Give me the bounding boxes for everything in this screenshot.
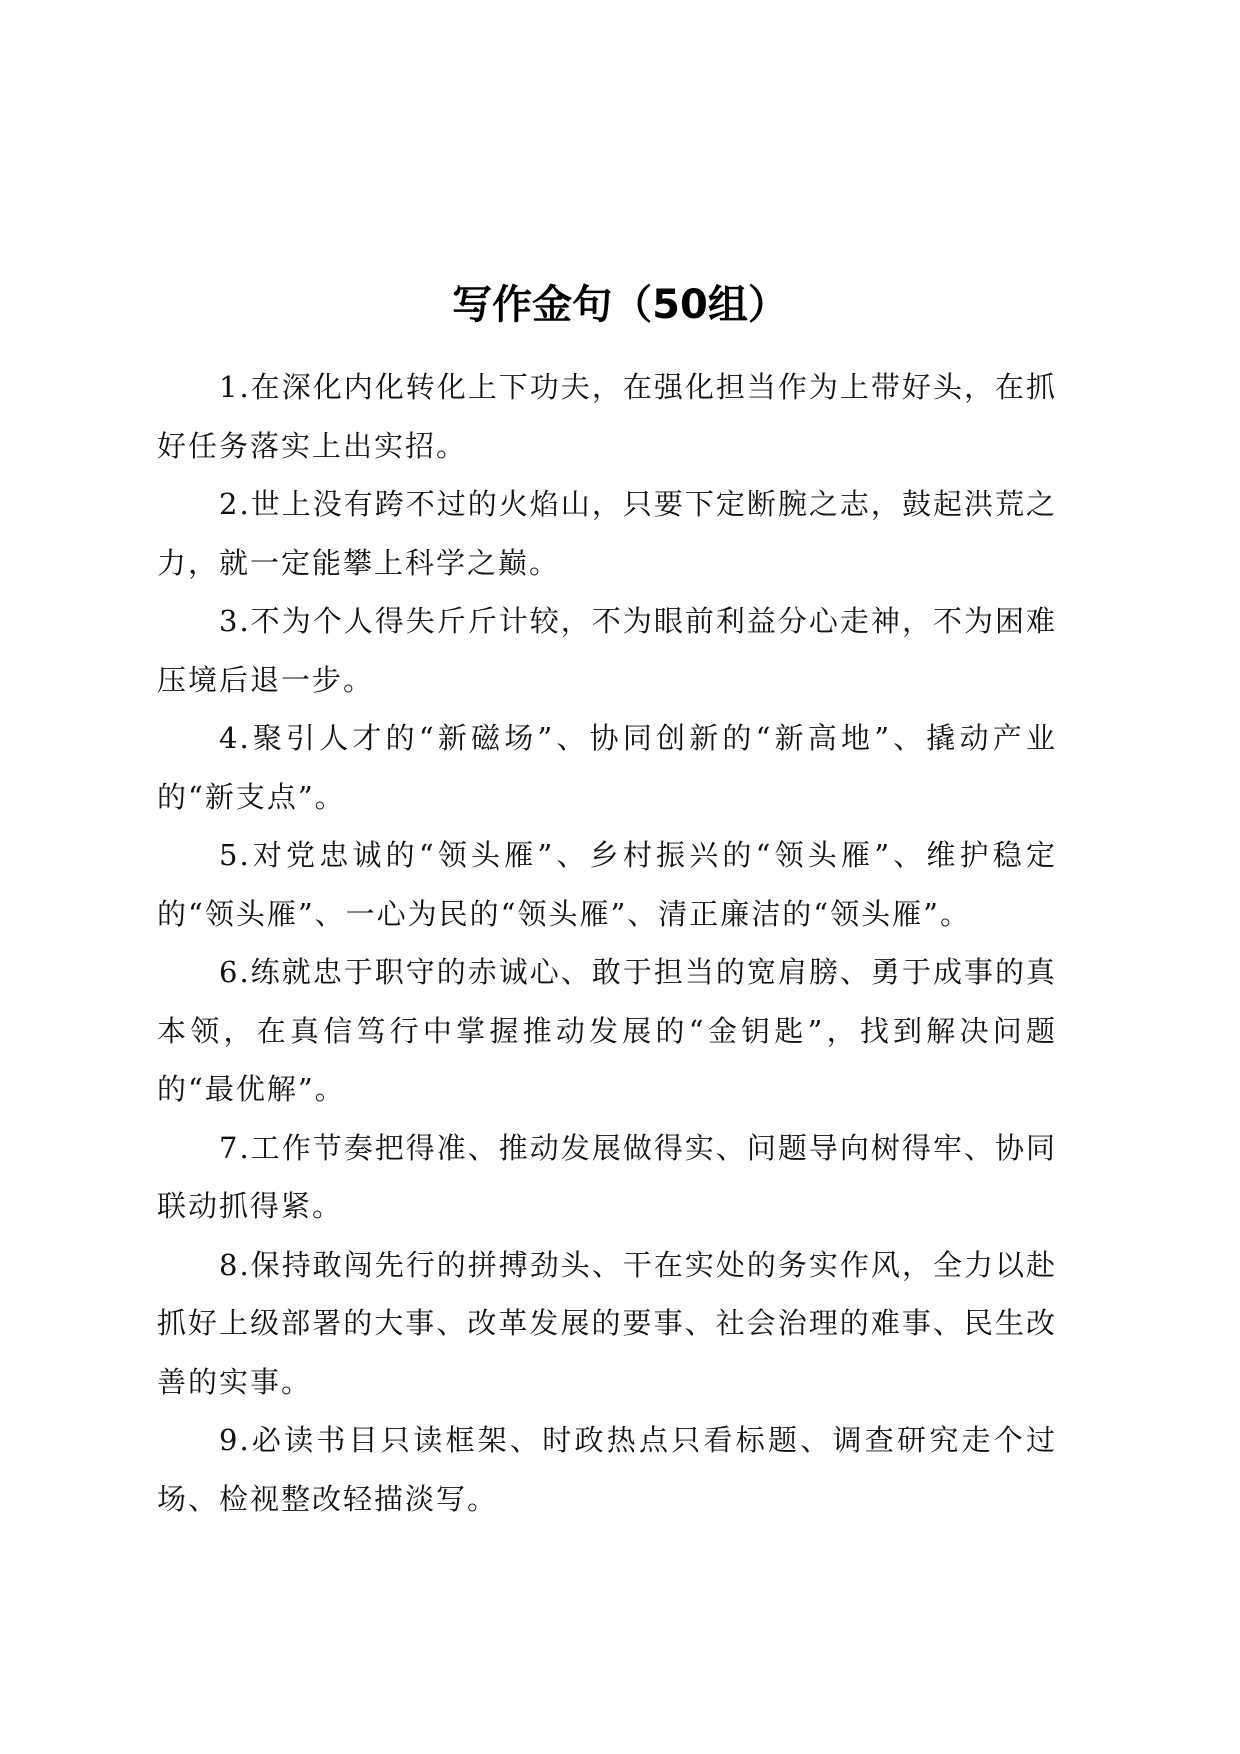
paragraph-9: 9.必读书目只读框架、时政热点只看标题、调查研究走个过场、检视整改轻描淡写。 [157, 1423, 1057, 1516]
document-body [157, 358, 1057, 1528]
paragraph-7: 7.工作节奏把得准、推动发展做得实、问题导向树得牢、协同联动抓得紧。 [157, 1130, 1057, 1223]
paragraph-5: 5.对党忠诚的“领头雁”、乡村振兴的“领头雁”、维护稳定的“领头雁”、一心为民的“领头雁”、清正廉洁的“领头雁”。 [157, 838, 1057, 931]
paragraph-3: 3.不为个人得失斤斤计较，不为眼前利益分心走神，不为困难压境后退一步。 [157, 604, 1057, 697]
paragraph-2: 2.世上没有跨不过的火焰山，只要下定断腕之志，鼓起洪荒之力，就一定能攀上科学之巅。 [157, 487, 1057, 580]
paragraph-6: 6.练就忠于职守的赤诚心、敢于担当的宽肩膀、勇于成事的真本领，在真信笃行中掌握推动发展的“金钥匙”，找到解决问题的“最优解”。 [157, 955, 1057, 1106]
paragraph-1: 1.在深化内化转化上下功夫，在强化担当作为上带好头，在抓好任务落实上出实招。 [157, 370, 1057, 463]
paragraph-8: 8.保持敢闯先行的拼搏劲头、干在实处的务实作风，全力以赴抓好上级部署的大事、改革发展的要事、社会治理的难事、民生改善的实事。 [157, 1247, 1057, 1399]
paragraph-4: 4.聚引人才的“新磁场”、协同创新的“新高地”、撬动产业的“新支点”。 [157, 721, 1057, 814]
page-title: 写作金句（50组） [452, 282, 788, 328]
